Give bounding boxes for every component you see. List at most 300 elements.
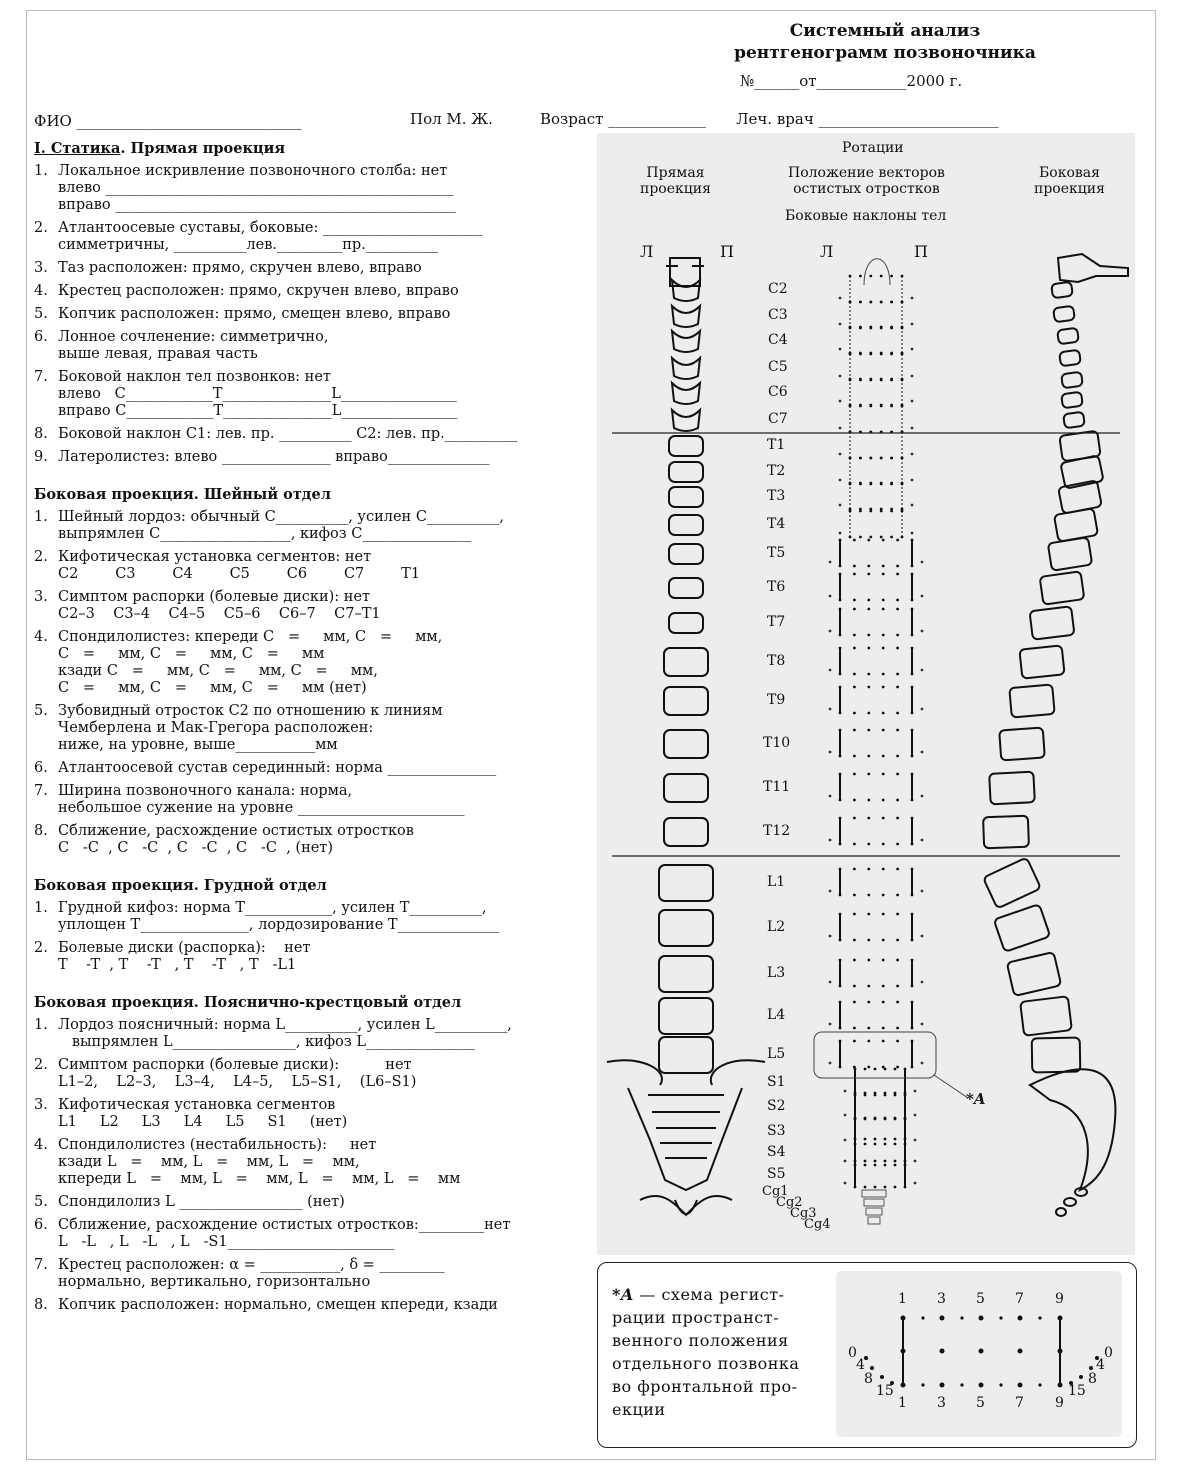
l5-highlight-box bbox=[814, 1032, 936, 1078]
item-number: 4. bbox=[34, 283, 48, 299]
vector-dot bbox=[867, 843, 870, 846]
vertebra-direct bbox=[669, 613, 703, 633]
vertebra-direct bbox=[664, 730, 708, 758]
vector-dot bbox=[859, 510, 862, 513]
vector-dot bbox=[921, 630, 924, 633]
vertebra-label-t4: T4 bbox=[767, 516, 786, 532]
vertebra-lateral bbox=[1063, 412, 1085, 429]
legend-top-num: 9 bbox=[1055, 1291, 1064, 1307]
legend-right-num: 15 bbox=[1068, 1383, 1086, 1399]
vector-dot bbox=[853, 673, 856, 676]
vertebra-label-t10: T10 bbox=[763, 735, 791, 751]
item-number: 8. bbox=[34, 1297, 48, 1313]
vector-dot bbox=[884, 1186, 887, 1189]
vertebra-label-l5: L5 bbox=[767, 1046, 786, 1062]
vector-dot bbox=[890, 457, 893, 460]
vector-dot bbox=[853, 773, 856, 776]
vertebra-label-t6: T6 bbox=[767, 579, 786, 595]
vector-dot bbox=[874, 1160, 877, 1163]
legend-dot bbox=[880, 1375, 884, 1379]
vector-dot bbox=[880, 301, 883, 304]
vector-dot bbox=[921, 795, 924, 798]
vector-dot bbox=[867, 565, 870, 568]
vertebra-lateral bbox=[1032, 1038, 1081, 1073]
item-text: Зубовидный отросток C2 по отношению к линиям Чемберлена и Мак-Грегора расположен: ниже, на уровне, выше___________мм bbox=[58, 703, 443, 753]
vector-dot bbox=[853, 843, 856, 846]
legend-dot bbox=[1058, 1316, 1063, 1321]
coccyx-vector bbox=[862, 1190, 886, 1197]
vector-dot bbox=[882, 1001, 885, 1004]
vector-dot bbox=[896, 799, 899, 802]
vector-dot bbox=[874, 1186, 877, 1189]
vector-dot bbox=[853, 729, 856, 732]
vector-dot bbox=[896, 939, 899, 942]
vector-dot bbox=[844, 1114, 847, 1117]
vector-dot bbox=[911, 400, 914, 403]
col-rotations: Ротации bbox=[842, 140, 904, 156]
item-number: 1. bbox=[34, 1017, 48, 1033]
spinous-vectors bbox=[829, 259, 924, 1224]
vertebra-direct-c6 bbox=[672, 383, 700, 404]
vector-dot bbox=[867, 755, 870, 758]
legend-dot bbox=[921, 1316, 924, 1319]
vector-dot bbox=[882, 985, 885, 988]
vertebra-label-l3: L3 bbox=[767, 965, 786, 981]
vector-dot bbox=[829, 981, 832, 984]
vector-dot bbox=[896, 985, 899, 988]
vector-dot bbox=[869, 482, 872, 485]
vector-dot bbox=[911, 453, 914, 456]
vector-dot bbox=[839, 400, 842, 403]
vector-dot bbox=[882, 608, 885, 611]
vector-dot bbox=[853, 565, 856, 568]
vector-dot bbox=[911, 297, 914, 300]
vertebra-label-s3: S3 bbox=[767, 1123, 786, 1139]
vector-dot bbox=[859, 275, 862, 278]
vector-dot bbox=[896, 673, 899, 676]
vector-dot bbox=[874, 1138, 877, 1141]
vector-dot bbox=[829, 595, 832, 598]
form-subtitle: рентгенограмм позвоночника bbox=[734, 43, 1036, 63]
vector-dot bbox=[867, 647, 870, 650]
item-text: Атлантоосевые суставы, боковые: ______________________ симметричны, __________лев._________пр.__________ bbox=[58, 220, 483, 253]
vector-dot bbox=[869, 326, 872, 329]
col-direct-projection: Прямая проекция bbox=[640, 165, 711, 197]
vector-dot bbox=[874, 1092, 877, 1095]
vector-dot bbox=[867, 939, 870, 942]
vertebra-direct-c2 bbox=[672, 280, 700, 301]
legend-dot bbox=[999, 1383, 1002, 1386]
vector-dot bbox=[829, 1023, 832, 1026]
item-text: Симптом распорки (болевые диски): нет C2–3 C3–4 C4–5 C5–6 C6–7 C7–T1 bbox=[58, 589, 381, 622]
item-text: Сближение, расхождение остистых отростков:_________нет L -L , L -L , L -S1_______________________ bbox=[58, 1217, 511, 1250]
vector-dot bbox=[896, 608, 899, 611]
item-text: Сближение, расхождение остистых отростков C -C , C -C , C -C , C -C , (нет) bbox=[58, 823, 414, 856]
vector-dot bbox=[839, 427, 842, 430]
vector-dot bbox=[914, 1182, 917, 1185]
vector-dot bbox=[921, 669, 924, 672]
vector-dot bbox=[884, 1117, 887, 1120]
item-number: 1. bbox=[34, 900, 48, 916]
vertebra-lateral bbox=[1054, 508, 1098, 542]
vector-dot bbox=[853, 647, 856, 650]
legend-top-num: 7 bbox=[1015, 1291, 1024, 1307]
item-text: Грудной кифоз: норма T____________, усилен T__________, уплощен T_______________, лордозирование T______________ bbox=[58, 900, 500, 933]
vector-dot bbox=[882, 686, 885, 689]
vector-dot bbox=[853, 959, 856, 962]
item-number: 8. bbox=[34, 823, 48, 839]
item-number: 2. bbox=[34, 220, 48, 236]
item-number: 4. bbox=[34, 629, 48, 645]
star-a-leader bbox=[934, 1075, 968, 1098]
vector-dot bbox=[882, 673, 885, 676]
vertebra-direct bbox=[659, 865, 713, 901]
vertebra-direct-c5 bbox=[672, 358, 700, 379]
vector-dot bbox=[859, 378, 862, 381]
vector-dot bbox=[911, 532, 914, 535]
vector-dot bbox=[896, 843, 899, 846]
item-number: 1. bbox=[34, 163, 48, 179]
vertebra-direct bbox=[664, 687, 708, 715]
vector-dot bbox=[829, 890, 832, 893]
vector-dot bbox=[839, 453, 842, 456]
vector-dot bbox=[880, 405, 883, 408]
vector-dot bbox=[829, 708, 832, 711]
legend-left-num: 0 bbox=[848, 1345, 857, 1361]
vector-dot bbox=[882, 894, 885, 897]
vector-dot bbox=[894, 1164, 897, 1167]
legend-right-num: 8 bbox=[1088, 1371, 1097, 1387]
vector-dot bbox=[896, 913, 899, 916]
vertebra-label-l2: L2 bbox=[767, 919, 786, 935]
label-right-direct: П bbox=[720, 242, 734, 261]
item-number: 3. bbox=[34, 260, 48, 276]
vector-dot bbox=[882, 729, 885, 732]
vector-dot bbox=[859, 482, 862, 485]
vertebra-lateral bbox=[983, 857, 1041, 908]
legend-left-num: 15 bbox=[876, 1383, 894, 1399]
vertebra-label-t8: T8 bbox=[767, 653, 786, 669]
item-number: 5. bbox=[34, 703, 48, 719]
vector-dot bbox=[914, 1139, 917, 1142]
vector-dot bbox=[864, 1138, 867, 1141]
vertebra-label-s2: S2 bbox=[767, 1098, 786, 1114]
vector-dot bbox=[869, 301, 872, 304]
vector-dot bbox=[869, 378, 872, 381]
vertebra-direct bbox=[669, 515, 703, 535]
vertebra-direct-c4 bbox=[672, 331, 700, 352]
vector-dot bbox=[896, 1040, 899, 1043]
item-text: Боковой наклон C1: лев. пр. __________ C2: лев. пр.__________ bbox=[58, 426, 518, 442]
vector-dot bbox=[896, 773, 899, 776]
vector-dot bbox=[829, 751, 832, 754]
vector-dot bbox=[882, 843, 885, 846]
vector-dot bbox=[884, 1068, 887, 1071]
vertebra-label-c3: C3 bbox=[768, 307, 788, 323]
vector-dot bbox=[882, 565, 885, 568]
legend-left-num: 8 bbox=[864, 1371, 873, 1387]
legend-box bbox=[597, 1262, 1137, 1448]
legend-bottom-num: 9 bbox=[1055, 1395, 1064, 1411]
legend-bottom-num: 1 bbox=[898, 1395, 907, 1411]
vector-dot bbox=[874, 1164, 877, 1167]
vertebra-label-c7: C7 bbox=[768, 411, 788, 427]
vector-dot bbox=[829, 935, 832, 938]
sacrum-lateral bbox=[1030, 1069, 1115, 1216]
vector-dot bbox=[867, 729, 870, 732]
item-number: 3. bbox=[34, 589, 48, 605]
vector-dot bbox=[844, 1139, 847, 1142]
item-number: 7. bbox=[34, 1257, 48, 1273]
legend-dot bbox=[901, 1316, 906, 1321]
vector-dot bbox=[896, 686, 899, 689]
vector-dot bbox=[921, 839, 924, 842]
legend-top-num: 5 bbox=[976, 1291, 985, 1307]
vector-dot bbox=[859, 536, 862, 539]
vector-dot bbox=[859, 326, 862, 329]
vector-dot bbox=[911, 504, 914, 507]
legend-dot bbox=[999, 1316, 1002, 1319]
vector-dot bbox=[867, 686, 870, 689]
item-text: Спондилолиз L _________________ (нет) bbox=[58, 1194, 345, 1210]
vertebra-label-t11: T11 bbox=[763, 779, 791, 795]
legend-bottom-num: 3 bbox=[937, 1395, 946, 1411]
vector-dot bbox=[882, 634, 885, 637]
item-number: 7. bbox=[34, 369, 48, 385]
vector-dot bbox=[839, 479, 842, 482]
vector-dot bbox=[867, 894, 870, 897]
vector-dot bbox=[853, 755, 856, 758]
legend-dot bbox=[1018, 1316, 1023, 1321]
item-text: Лордоз поясничный: норма L__________, усилен L__________, выпрямлен L_________________, кифоз L_______________ bbox=[58, 1017, 512, 1050]
vector-dot bbox=[864, 1092, 867, 1095]
vertebra-lateral bbox=[994, 904, 1050, 952]
vertebra-lateral bbox=[999, 728, 1045, 761]
vector-dot bbox=[829, 1062, 832, 1065]
item-number: 2. bbox=[34, 1057, 48, 1073]
vertebra-label-t2: T2 bbox=[767, 463, 786, 479]
vertebra-lateral bbox=[1009, 684, 1054, 717]
vector-dot bbox=[884, 1164, 887, 1167]
item-text: Спондилолистез (нестабильность): нет кзади L = мм, L = мм, L = мм, кпереди L = мм, L = мм, L = мм, L = мм bbox=[58, 1137, 461, 1187]
vector-dot bbox=[882, 868, 885, 871]
item-number: 7. bbox=[34, 783, 48, 799]
item-text: Лонное сочленение: симметрично, выше левая, правая часть bbox=[58, 329, 329, 362]
vector-dot bbox=[869, 405, 872, 408]
legend-dot bbox=[940, 1383, 945, 1388]
legend-bottom-num: 5 bbox=[976, 1395, 985, 1411]
vector-dot bbox=[867, 712, 870, 715]
vector-dot bbox=[874, 1117, 877, 1120]
legend-dot bbox=[1058, 1349, 1063, 1354]
vector-dot bbox=[844, 1090, 847, 1093]
legend-dot bbox=[979, 1316, 984, 1321]
vector-dot bbox=[869, 353, 872, 356]
legend-dot bbox=[960, 1383, 963, 1386]
legend-dot bbox=[1038, 1383, 1041, 1386]
vector-dot bbox=[864, 1068, 867, 1071]
vector-dot bbox=[839, 532, 842, 535]
vertebra-label-t7: T7 bbox=[767, 614, 786, 630]
vector-dot bbox=[890, 301, 893, 304]
item-number: 5. bbox=[34, 1194, 48, 1210]
vector-dot bbox=[853, 686, 856, 689]
vector-dot bbox=[894, 1186, 897, 1189]
age-field[interactable]: Возраст _____________ bbox=[540, 110, 706, 128]
item-number: 2. bbox=[34, 549, 48, 565]
doctor-field[interactable]: Леч. врач ________________________ bbox=[736, 110, 999, 128]
coccyx-vector bbox=[868, 1217, 880, 1224]
vertebra-direct bbox=[669, 544, 703, 564]
vertebra-lateral bbox=[1030, 606, 1075, 639]
vector-dot bbox=[839, 297, 842, 300]
vector-dot bbox=[869, 275, 872, 278]
vertebra-label-t3: T3 bbox=[767, 488, 786, 504]
vector-dot bbox=[864, 1160, 867, 1163]
vector-dot bbox=[867, 868, 870, 871]
vector-dot bbox=[853, 599, 856, 602]
item-text: Болевые диски (распорка): нет T -T , T -T , T -T , T -L1 bbox=[58, 940, 311, 973]
vector-dot bbox=[859, 353, 862, 356]
sex-field[interactable]: Пол М. Ж. bbox=[410, 110, 493, 128]
vector-dot bbox=[844, 1182, 847, 1185]
vector-dot bbox=[829, 630, 832, 633]
vector-dot bbox=[874, 1068, 877, 1071]
vector-dot bbox=[864, 1186, 867, 1189]
item-number: 6. bbox=[34, 1217, 48, 1233]
vector-dot bbox=[869, 536, 872, 539]
item-number: 8. bbox=[34, 426, 48, 442]
section2-title: Боковая проекция. Шейный отдел bbox=[34, 486, 331, 503]
vector-dot bbox=[890, 275, 893, 278]
vertebra-direct bbox=[659, 1037, 713, 1073]
fio-field[interactable]: ФИО ______________________________ bbox=[34, 112, 302, 130]
vector-dot bbox=[882, 773, 885, 776]
vector-dot bbox=[921, 595, 924, 598]
vector-dot bbox=[896, 599, 899, 602]
vector-dot bbox=[853, 712, 856, 715]
vector-dot bbox=[853, 868, 856, 871]
legend-dot bbox=[870, 1366, 874, 1370]
legend-dot bbox=[1058, 1383, 1063, 1388]
vertebra-lateral bbox=[1020, 996, 1072, 1036]
vector-dot bbox=[853, 539, 856, 542]
vertebra-label-t5: T5 bbox=[767, 545, 786, 561]
vertebra-lateral bbox=[1048, 537, 1092, 571]
vector-dot bbox=[914, 1114, 917, 1117]
item-text: Латеролистез: влево _______________ вправо______________ bbox=[58, 449, 490, 465]
lateral-projection-spine bbox=[983, 282, 1104, 1073]
vector-dot bbox=[884, 1160, 887, 1163]
vector-dot bbox=[867, 539, 870, 542]
vector-dot bbox=[882, 712, 885, 715]
vector-dot bbox=[839, 348, 842, 351]
item-number: 9. bbox=[34, 449, 48, 465]
vector-dot bbox=[896, 647, 899, 650]
label-right-vectors: П bbox=[914, 242, 928, 261]
vector-dot bbox=[884, 1138, 887, 1141]
item-number: 5. bbox=[34, 306, 48, 322]
vector-dot bbox=[859, 457, 862, 460]
vertebra-label-c5: C5 bbox=[768, 359, 788, 375]
vector-dot bbox=[896, 868, 899, 871]
vertebra-label-t9: T9 bbox=[767, 692, 786, 708]
item-number: 3. bbox=[34, 1097, 48, 1113]
vertebra-lateral bbox=[1053, 306, 1075, 323]
vector-dot bbox=[867, 1040, 870, 1043]
vertebra-direct bbox=[669, 578, 703, 598]
vector-dot bbox=[890, 536, 893, 539]
item-text: Шейный лордоз: обычный C__________, усилен C__________, выпрямлен C__________________, кифоз C_______________ bbox=[58, 509, 505, 542]
vector-dot bbox=[880, 275, 883, 278]
vector-dot bbox=[864, 1143, 867, 1146]
vector-dot bbox=[896, 565, 899, 568]
vector-dot bbox=[894, 1143, 897, 1146]
legend-left-num: 4 bbox=[856, 1357, 865, 1373]
coccyx-vector bbox=[864, 1199, 884, 1206]
vector-dot bbox=[882, 599, 885, 602]
legend-dot bbox=[1018, 1383, 1023, 1388]
vertebra-label-l1: L1 bbox=[767, 874, 786, 890]
vertebra-direct bbox=[664, 648, 708, 676]
col-lateral-projection: Боковая проекция bbox=[1034, 165, 1105, 197]
vertebra-lateral bbox=[1051, 282, 1073, 299]
section1-title: I. Статика. Прямая проекция bbox=[34, 140, 286, 157]
legend-dot bbox=[940, 1316, 945, 1321]
dens-outline bbox=[864, 259, 890, 285]
section3-title: Боковая проекция. Грудной отдел bbox=[34, 877, 327, 894]
vector-dot bbox=[882, 539, 885, 542]
vector-dot bbox=[867, 985, 870, 988]
vector-dot bbox=[882, 647, 885, 650]
vector-dot bbox=[880, 353, 883, 356]
vector-dot bbox=[867, 608, 870, 611]
vector-dot bbox=[921, 561, 924, 564]
vertebra-lateral bbox=[1061, 372, 1083, 389]
vertebra-label-c4: C4 bbox=[768, 332, 788, 348]
vector-dot bbox=[829, 669, 832, 672]
vector-dot bbox=[864, 1117, 867, 1120]
vector-dot bbox=[882, 799, 885, 802]
vector-dot bbox=[882, 1027, 885, 1030]
item-number: 1. bbox=[34, 509, 48, 525]
vector-dot bbox=[894, 1092, 897, 1095]
vector-dot bbox=[867, 959, 870, 962]
vertebra-lateral bbox=[1040, 571, 1085, 604]
vector-dot bbox=[882, 817, 885, 820]
vector-dot bbox=[914, 1160, 917, 1163]
legend-text: *A — схема регист- рации пространст- венного положения отдельного позвонка во фронтальной про- екции bbox=[612, 1285, 800, 1419]
legend-dot bbox=[1038, 1316, 1041, 1319]
vector-dot bbox=[839, 504, 842, 507]
vector-dot bbox=[890, 482, 893, 485]
legend-bottom-num: 7 bbox=[1015, 1395, 1024, 1411]
vector-dot bbox=[884, 1143, 887, 1146]
vector-dot bbox=[882, 1040, 885, 1043]
vector-dot bbox=[921, 890, 924, 893]
vector-dot bbox=[853, 1027, 856, 1030]
item-number: 6. bbox=[34, 329, 48, 345]
vector-dot bbox=[914, 1090, 917, 1093]
vector-dot bbox=[839, 375, 842, 378]
vector-dot bbox=[829, 561, 832, 564]
vector-dot bbox=[896, 755, 899, 758]
item-text: Боковой наклон тел позвонков: нет влево C____________T_______________L________________ вправо C____________T_______________L________________ bbox=[58, 369, 458, 419]
vector-dot bbox=[896, 729, 899, 732]
vector-dot bbox=[911, 348, 914, 351]
vertebra-lateral bbox=[989, 772, 1035, 805]
form-number-field[interactable]: №______от____________2000 г. bbox=[740, 72, 963, 90]
